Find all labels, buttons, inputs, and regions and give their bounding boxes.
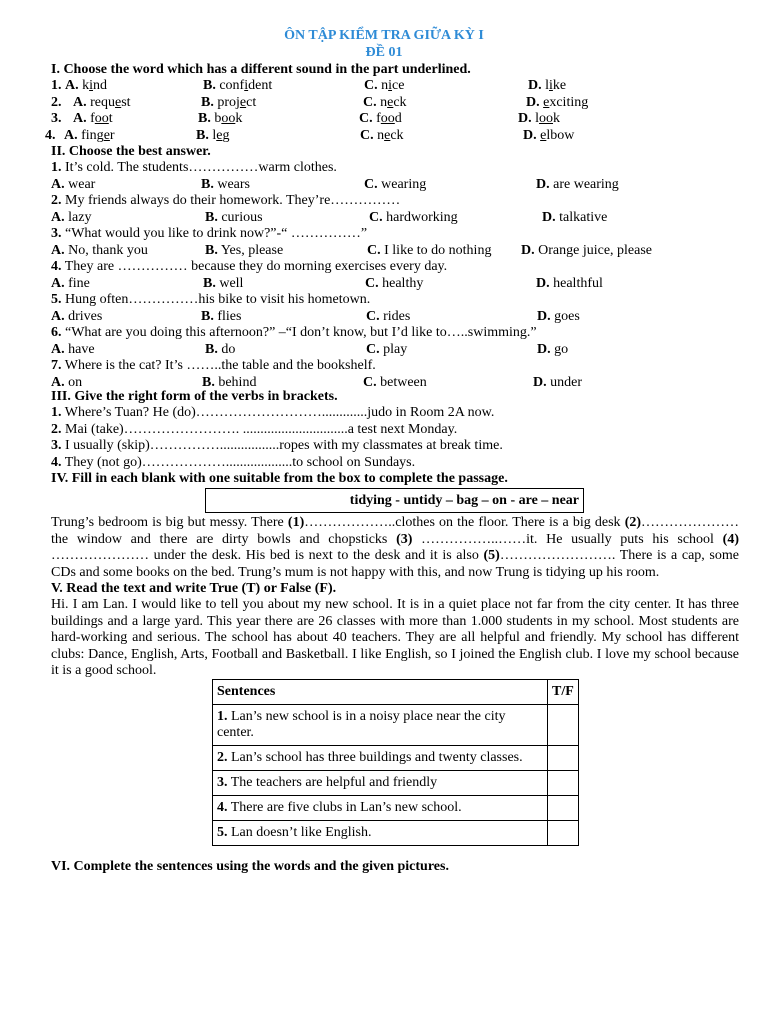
section-3-heading: III. Give the right form of the verbs in brackets. xyxy=(51,389,338,404)
option-key: A. xyxy=(51,176,65,192)
option-key: D. xyxy=(521,242,535,258)
option-text: fine xyxy=(64,275,90,291)
item-number: 1. xyxy=(51,405,62,420)
answer-option xyxy=(536,276,603,292)
sentence-text: There are five clubs in Lan’s new school. xyxy=(227,800,462,815)
option-key: B. xyxy=(201,176,214,192)
option-key: B. xyxy=(205,341,218,357)
option-text: wear xyxy=(64,176,96,192)
option-key: A. xyxy=(65,78,79,93)
underlined-letters: i xyxy=(244,78,249,93)
option-key: B. xyxy=(205,209,218,225)
option-key: C. xyxy=(366,341,380,357)
option xyxy=(523,128,574,144)
table-header-row xyxy=(213,680,579,705)
answer-option xyxy=(366,309,410,325)
sentence-number: 1. xyxy=(217,709,228,724)
verb-item xyxy=(51,405,494,421)
option-key: C. xyxy=(364,176,378,192)
option-key: D. xyxy=(542,209,556,225)
option xyxy=(364,78,404,94)
option-key: B. xyxy=(203,78,216,93)
option-key: C. xyxy=(359,111,373,126)
question-number: 4. xyxy=(51,259,62,274)
question-stem: “What are you doing this afternoon?” –“I don’t know, but I’d like to…..swimming.” xyxy=(61,325,537,340)
option-key: A. xyxy=(73,111,87,126)
option-text: hardworking xyxy=(382,209,458,225)
worksheet-subtitle: ĐỀ 01 xyxy=(365,45,403,60)
answer-option xyxy=(363,375,427,391)
question-number: 3. xyxy=(51,111,62,126)
option-key: C. xyxy=(369,209,383,225)
option-key: C. xyxy=(364,78,378,93)
question-number: 5. xyxy=(51,292,62,307)
option xyxy=(203,78,272,94)
answer-option xyxy=(51,243,148,259)
answer-options-row xyxy=(0,309,768,325)
underlined-letters: oo xyxy=(221,111,236,126)
option-text: have xyxy=(64,341,95,357)
question-number: 4. xyxy=(45,127,56,143)
tf-header: T/F xyxy=(548,680,579,705)
option xyxy=(526,95,588,111)
underlined-letters: oo xyxy=(380,111,395,126)
question-text xyxy=(51,160,337,176)
true-false-table xyxy=(212,679,579,846)
question-stem: They are …………… because they do morning exercises every day. xyxy=(61,259,448,274)
option-word-end: k xyxy=(553,111,561,126)
sentence-number: 3. xyxy=(217,775,228,790)
option-text: flies xyxy=(213,308,242,324)
answer-option xyxy=(365,276,423,292)
option-text: well xyxy=(215,275,244,291)
answer-option xyxy=(51,276,90,292)
option-text: do xyxy=(217,341,236,357)
option xyxy=(518,111,560,127)
option-text: goes xyxy=(550,308,580,324)
underlined-letters: i xyxy=(549,78,553,93)
tf-answer-cell[interactable] xyxy=(548,746,579,771)
answer-option xyxy=(364,177,426,193)
option-key: D. xyxy=(537,308,551,324)
answer-options-row xyxy=(0,210,768,226)
option-key: B. xyxy=(201,308,214,324)
sentence-cell xyxy=(213,746,548,771)
answer-option xyxy=(205,243,283,259)
option-text: talkative xyxy=(555,209,608,225)
option-text: between xyxy=(376,374,427,390)
tf-answer-cell[interactable] xyxy=(548,821,579,846)
verb-item xyxy=(51,455,415,471)
question-stem: “What would you like to drink now?”-“ ……………” xyxy=(61,226,368,241)
sentence-text: Lan’s new school is in a noisy place near the city center. xyxy=(217,709,506,740)
tf-answer-cell[interactable] xyxy=(548,771,579,796)
option-key: A. xyxy=(51,209,65,225)
underlined-letters: e xyxy=(239,94,247,110)
sentences-header: Sentences xyxy=(213,680,548,705)
option-word-end: xciting xyxy=(549,94,589,110)
option-text: rides xyxy=(379,308,411,324)
option xyxy=(196,128,229,144)
answer-option xyxy=(536,177,619,193)
option xyxy=(360,128,404,144)
option-word-start: f xyxy=(90,111,95,126)
verb-item xyxy=(51,422,457,438)
answer-option xyxy=(537,309,580,325)
section-5-passage: Hi. I am Lan. I would like to tell you about my new school. It is in a quiet place not far from the city center. It has three buildings and a large yard. This year there are 26 classes with more than 1.000 students in my school. Most students are hard-working and serious. The school has about 40 teachers. They are all helpful and friendly. My school has different clubs: Dance, English, Arts, Football and Basketball. I like English, so I joined the English club. I love my school because it is a good school. xyxy=(51,597,739,678)
sentence-text: The teachers are helpful and friendly xyxy=(227,775,438,790)
option-word-start: proj xyxy=(217,94,240,110)
section-5-heading: V. Read the text and write True (T) or False (F). xyxy=(51,581,337,596)
option-text: drives xyxy=(64,308,103,324)
option-word-start: f xyxy=(376,111,381,126)
option-word-end: ck xyxy=(390,127,404,143)
option xyxy=(64,128,115,144)
option xyxy=(363,95,407,111)
underlined-letters: e xyxy=(216,127,223,143)
option-key: A. xyxy=(51,242,65,258)
option-word-start: l xyxy=(212,127,217,143)
option-word-end: st xyxy=(121,94,131,110)
option-text: go xyxy=(550,341,569,357)
option-key: A. xyxy=(51,275,65,291)
sentence-text: Lan’s school has three buildings and twenty classes. xyxy=(227,750,523,765)
option-key: A. xyxy=(64,127,78,143)
option-text: wears xyxy=(213,176,250,192)
word-box: tidying - untidy – bag – on - are – near xyxy=(205,488,584,513)
option xyxy=(198,111,242,127)
option-key: C. xyxy=(367,242,381,258)
question-number: 1. xyxy=(51,160,62,175)
sentence-cell xyxy=(213,796,548,821)
option-key: A. xyxy=(51,374,65,390)
option-text: No, thank you xyxy=(64,242,148,258)
option-key: D. xyxy=(526,94,540,110)
answer-option xyxy=(533,375,582,391)
item-text: Mai (take)……………………. ..............................a test next Monday. xyxy=(61,421,458,437)
underlined-letters: e xyxy=(387,94,394,110)
item-text: They (not go)………………...................to school on Sundays. xyxy=(61,454,416,470)
option-key: A. xyxy=(73,94,87,110)
question-number: 6. xyxy=(51,325,62,340)
section-1-heading: I. Choose the word which has a different sound in the part underlined. xyxy=(51,62,471,77)
section-2-heading: II. Choose the best answer. xyxy=(51,144,211,159)
question-number: 7. xyxy=(51,358,62,373)
option-word-end: dent xyxy=(248,78,273,93)
option-word-start: k xyxy=(82,78,90,93)
question-text xyxy=(51,193,400,209)
option-word-start: requ xyxy=(90,94,116,110)
table-row xyxy=(213,746,579,771)
option-word-start: fing xyxy=(81,127,104,143)
question-text xyxy=(51,259,447,275)
option-text: Yes, please xyxy=(217,242,284,258)
option-text: wearing xyxy=(377,176,427,192)
option-word-end: lbow xyxy=(546,127,575,143)
option-key: A. xyxy=(51,341,65,357)
option xyxy=(528,78,566,94)
option-word-end: k xyxy=(235,111,243,126)
question-number: 2. xyxy=(51,94,62,110)
option-key: B. xyxy=(198,111,211,126)
option-word-start: b xyxy=(214,111,222,126)
question-number: 2. xyxy=(51,193,62,208)
sentence-cell xyxy=(213,705,548,746)
option-text: I like to do nothing xyxy=(380,242,492,258)
option-word-start: n xyxy=(381,78,389,93)
option-text: healthy xyxy=(378,275,424,291)
option-key: C. xyxy=(363,94,377,110)
answer-options-row xyxy=(0,342,768,358)
item-number: 3. xyxy=(51,438,62,453)
option-word-end: ct xyxy=(246,94,257,110)
sentence-number: 2. xyxy=(217,750,228,765)
answer-option xyxy=(205,210,263,226)
answer-option xyxy=(205,342,235,358)
sentence-number: 4. xyxy=(217,800,228,815)
option-key: C. xyxy=(366,308,380,324)
item-number: 2. xyxy=(51,421,62,437)
underlined-letters: e xyxy=(384,127,391,143)
question-text xyxy=(51,292,370,308)
item-number: 4. xyxy=(51,454,62,470)
answer-option xyxy=(201,309,241,325)
item-text: I usually (skip)…………….................ropes with my classmates at break time. xyxy=(61,438,503,453)
verb-item xyxy=(51,438,503,454)
option-text: behind xyxy=(214,374,257,390)
option xyxy=(73,95,131,111)
sentence-text: Lan doesn’t like English. xyxy=(227,825,372,840)
underlined-letters: e xyxy=(543,94,550,110)
table-row xyxy=(213,771,579,796)
option-key: D. xyxy=(523,127,537,143)
sentence-cell xyxy=(213,771,548,796)
table-row xyxy=(213,796,579,821)
option-text: under xyxy=(546,374,583,390)
option-word-end: g xyxy=(222,127,230,143)
answer-option xyxy=(542,210,607,226)
option-text: healthful xyxy=(549,275,603,291)
option-word-end: ke xyxy=(552,78,567,93)
underlined-letters: e xyxy=(115,94,122,110)
answer-option xyxy=(367,243,491,259)
sentence-cell xyxy=(213,821,548,846)
answer-options-row xyxy=(0,177,768,193)
section-4-heading: IV. Fill in each blank with one suitable from the box to complete the passage. xyxy=(51,471,508,486)
option-word-start: conf xyxy=(219,78,245,93)
option-word-end: d xyxy=(394,111,402,126)
option-key: D. xyxy=(536,176,550,192)
question-number: 1. xyxy=(51,78,62,93)
section-6-heading: VI. Complete the sentences using the words and the given pictures. xyxy=(51,859,449,874)
section-1-row xyxy=(0,78,768,94)
option-key: C. xyxy=(360,127,374,143)
option-text: Orange juice, please xyxy=(534,242,653,258)
underlined-letters: i xyxy=(89,78,94,93)
tf-answer-cell[interactable] xyxy=(548,796,579,821)
underlined-letters: e xyxy=(540,127,547,143)
option-key: B. xyxy=(205,242,218,258)
option-text: lazy xyxy=(64,209,92,225)
answer-option xyxy=(51,342,95,358)
answer-option xyxy=(51,210,91,226)
answer-option xyxy=(369,210,458,226)
option-key: D. xyxy=(537,341,551,357)
option-text: on xyxy=(64,374,83,390)
option-key: D. xyxy=(528,78,542,93)
question-number: 3. xyxy=(51,226,62,241)
option xyxy=(65,78,107,94)
section-1-row xyxy=(0,128,768,144)
question-text xyxy=(51,226,367,242)
question-stem: My friends always do their homework. They’re…………… xyxy=(61,193,401,208)
question-stem: Where is the cat? It’s ……..the table and the bookshelf. xyxy=(61,358,376,373)
item-text: Where’s Tuan? He (do)……………………….............judo in Room 2A now. xyxy=(61,405,495,420)
option-text: curious xyxy=(217,209,263,225)
worksheet-title: ÔN TẬP KIỂM TRA GIỮA KỲ I xyxy=(284,28,484,43)
option-word-start: l xyxy=(535,111,540,126)
option-word-start: n xyxy=(380,94,388,110)
option-key: B. xyxy=(201,94,214,110)
option-text: play xyxy=(379,341,408,357)
option xyxy=(359,111,402,127)
section-4-passage: Trung’s bedroom is big but messy. There (1)………………..clothes on the floor. There is a big desk (2)…………………the window and there are dirty bowls and chopsticks (3) ……………..……it. He usually puts his school (4) ………………… under the desk. His bed is next to the desk and it is also (5)……………………. There is a cap, some CDs and some books on the bed. Trung’s mum is not happy with this, and now Trung is tidying up his room. xyxy=(51,515,740,580)
answer-option xyxy=(366,342,407,358)
question-stem: Hung often……………his bike to visit his hometown. xyxy=(61,292,371,307)
answer-option xyxy=(537,342,568,358)
answer-option xyxy=(521,243,652,259)
option-key: A. xyxy=(51,308,65,324)
option-word-end: nd xyxy=(93,78,108,93)
option-text: are wearing xyxy=(549,176,619,192)
option-word-end: ck xyxy=(393,94,407,110)
table-row xyxy=(213,705,579,746)
underlined-letters: oo xyxy=(539,111,554,126)
question-text xyxy=(51,358,376,374)
option-key: D. xyxy=(536,275,550,291)
answer-option xyxy=(201,177,250,193)
option-key: C. xyxy=(363,374,377,390)
option-key: B. xyxy=(202,374,215,390)
underlined-letters: i xyxy=(388,78,393,93)
answer-option xyxy=(203,276,243,292)
sentence-number: 5. xyxy=(217,825,228,840)
option-key: D. xyxy=(518,111,532,126)
answer-options-row xyxy=(0,243,768,259)
underlined-letters: e xyxy=(103,127,110,143)
option-key: B. xyxy=(203,275,216,291)
option-key: C. xyxy=(365,275,379,291)
answer-option xyxy=(51,309,102,325)
option-word-end: t xyxy=(108,111,113,126)
option-word-start: l xyxy=(545,78,550,93)
section-1-row xyxy=(0,111,768,127)
answer-options-row xyxy=(0,276,768,292)
question-text xyxy=(51,325,537,341)
section-1-row xyxy=(0,95,768,111)
option xyxy=(73,111,113,127)
option-word-start: n xyxy=(377,127,385,143)
option xyxy=(201,95,256,111)
tf-answer-cell[interactable] xyxy=(548,705,579,746)
option-word-end: r xyxy=(109,127,115,143)
answer-option xyxy=(51,177,95,193)
option-key: D. xyxy=(533,374,547,390)
underlined-letters: oo xyxy=(94,111,109,126)
option-word-end: ce xyxy=(392,78,405,93)
question-stem: It’s cold. The students……………warm clothes. xyxy=(61,160,337,175)
table-row xyxy=(213,821,579,846)
option-key: B. xyxy=(196,127,209,143)
